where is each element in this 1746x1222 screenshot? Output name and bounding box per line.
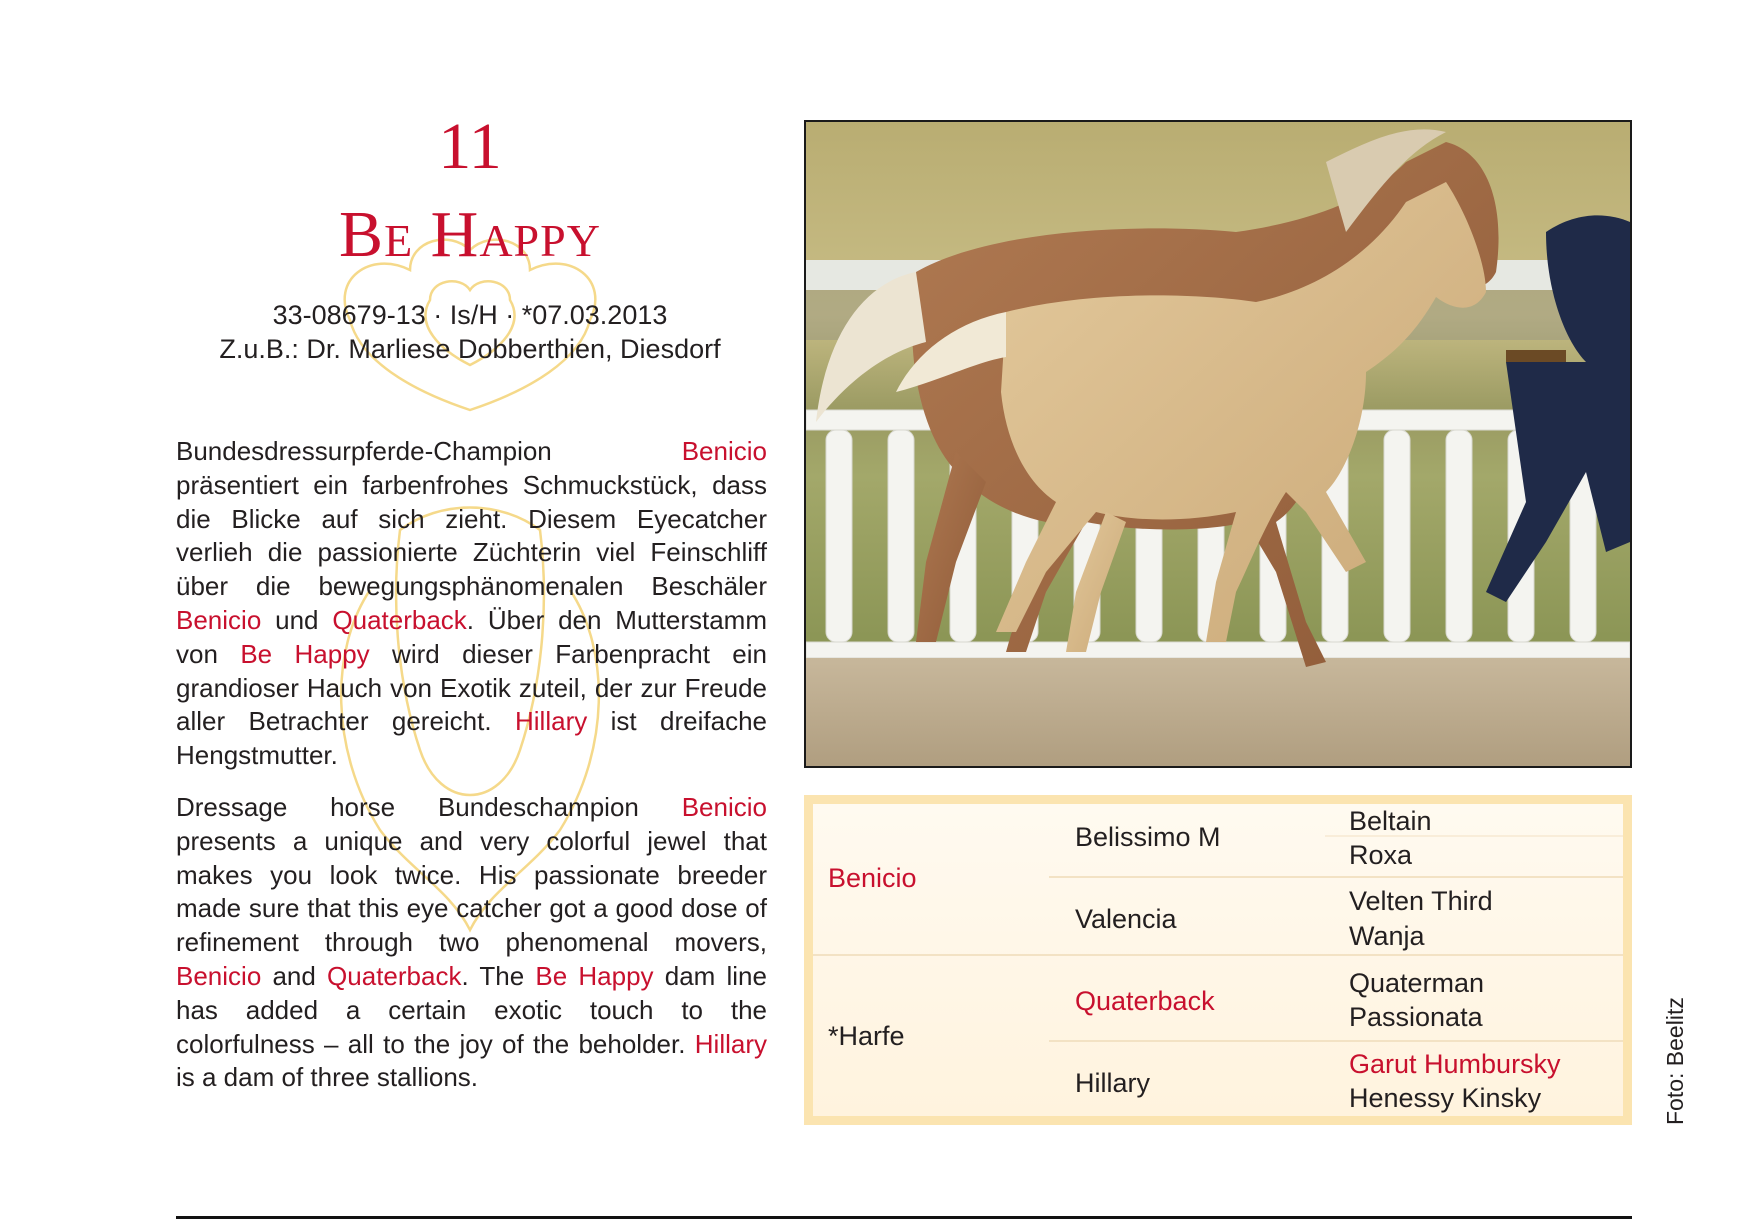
pedigree-divider xyxy=(1049,876,1623,878)
name-link-benicio: Benicio xyxy=(681,792,767,822)
pedigree-sire-dam: Valencia xyxy=(1075,904,1177,934)
bottom-rule xyxy=(176,1216,1632,1219)
pedigree-table xyxy=(804,795,1632,1125)
registration-line: 33-08679-13 · Is/H · *07.03.2013 xyxy=(272,300,668,330)
photo-credit: Foto: Beelitz xyxy=(1662,997,1688,1125)
pedigree-dam-dam: Hillary xyxy=(1075,1068,1151,1098)
name-link-benicio: Benicio xyxy=(176,604,262,635)
horse-photo xyxy=(804,120,1632,768)
pedigree-divider xyxy=(813,954,1623,956)
name-link-quaterback: Quaterback xyxy=(327,960,462,991)
horse-photo-illustration xyxy=(806,122,1630,766)
breeder-line: Z.u.B.: Dr. Marliese Dobberthien, Diesdorf xyxy=(219,334,721,364)
description-english: Dressage horse Bundeschampion Benicio presents a unique and very colorful jewel that makes you look twice. His passionate breeder made sure that this eye catcher got a good dose of refinement through two phenomenal movers, Benicio and Quaterback. The Be Happy dam line has added a certain exotic touch to the colorfulness – all to the joy of the beholder. Hillary is a dam of three stallions. xyxy=(176,792,767,1093)
name-link-quaterback: Quaterback xyxy=(332,604,467,635)
pedigree-dam: *Harfe xyxy=(828,1021,905,1051)
pedigree-divider xyxy=(1049,1040,1623,1042)
pedigree-g3-2: Roxa xyxy=(1349,840,1413,870)
pedigree-g3-7: Garut Humbursky xyxy=(1349,1049,1561,1079)
pedigree-sire: Benicio xyxy=(828,863,917,893)
name-link-hillary: Hillary xyxy=(694,1028,767,1059)
name-link-be-happy: Be Happy xyxy=(535,960,654,991)
pedigree-dam-sire: Quaterback xyxy=(1075,986,1215,1016)
horse-name: Be Happy xyxy=(339,198,601,271)
name-link-benicio: Benicio xyxy=(681,436,767,466)
name-link-benicio: Benicio xyxy=(176,960,262,991)
name-link-be-happy: Be Happy xyxy=(240,638,370,669)
pedigree-g3-8: Henessy Kinsky xyxy=(1349,1083,1542,1113)
pedigree-g3-3: Velten Third xyxy=(1349,886,1493,916)
pedigree-g3-6: Passionata xyxy=(1349,1002,1483,1032)
pedigree-g3-4: Wanja xyxy=(1349,921,1425,951)
name-link-hillary: Hillary xyxy=(515,706,588,737)
pedigree-sire-sire: Belissimo M xyxy=(1075,822,1221,852)
pedigree-g3-5: Quaterman xyxy=(1349,968,1485,998)
description-german: Bundesdressurpferde-Champion Benicio präsentiert ein farbenfrohes Schmuckstück, dass die Blicke auf sich zieht. Diesem Eyecatcher verlieh die passionierte Züchterin viel Feinschliff über die bewegungsphänomenalen Beschäler Benicio und Quaterback. Über den Mutterstamm von Be Happy wird dieser Farbenpracht ein grandioser Hauch von Exotik zuteil, der zur Freude aller Betrachter gereicht. Hillary ist dreifache Hengstmutter. xyxy=(176,436,768,771)
lot-number: 11 xyxy=(438,110,502,183)
pedigree-g3-1: Beltain xyxy=(1349,806,1432,836)
